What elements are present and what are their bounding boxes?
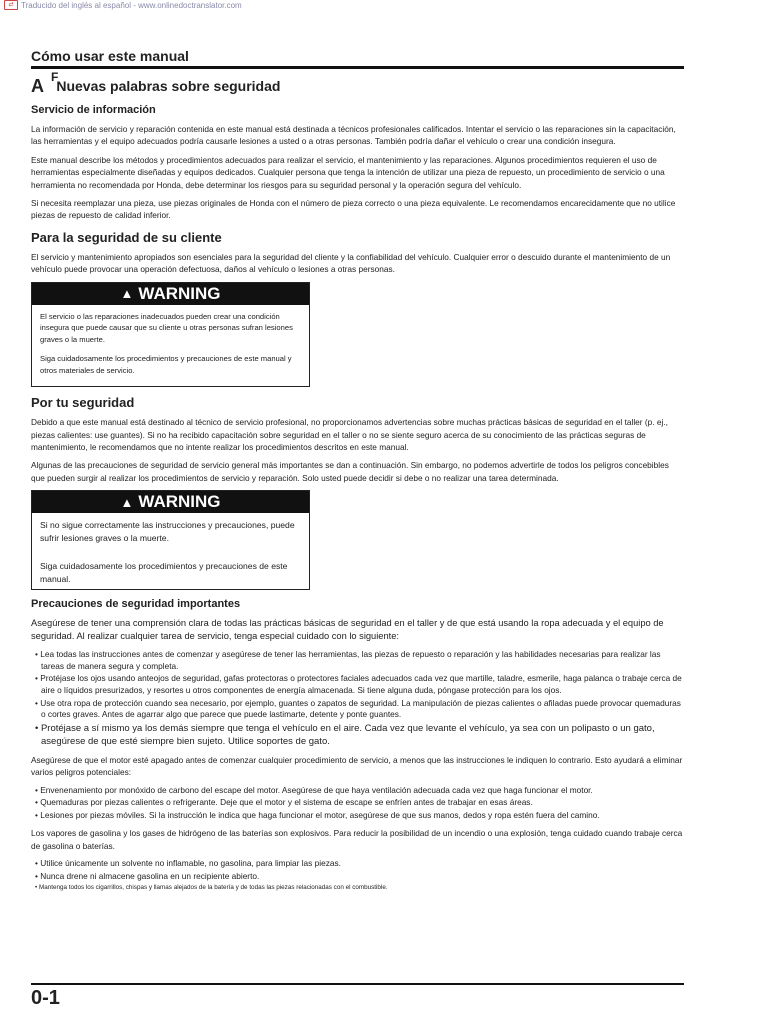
warning-text-1: El servicio o las reparaciones inadecuados pueden crear una condición insegura que puede causar que su cliente u otras personas sufran lesiones graves o la muerte. [40, 311, 293, 344]
section-title: Nuevas palabras sobre seguridad [56, 78, 281, 94]
service-info-paragraph-2: Este manual describe los métodos y procedimientos adecuados para realizar el servicio, el mantenimiento y las reparaciones. Algunos procedimientos requieren el uso de herramientas especialmente diseñadas y equipos dedicados. Cualquier persona que tenga la intención de utilizar una pieza de repuesto, un procedimiento de servicio o una herramienta no recomendada por Honda, debe determinar los riesgos para su seguridad personal y la operación segura del vehículo. [31, 154, 665, 190]
hazards-list [31, 785, 684, 822]
warning-body [32, 513, 309, 589]
section-header [31, 72, 684, 96]
warning-box-1 [31, 282, 310, 388]
your-safety-paragraph-1: Debido a que este manual está destinado al técnico de servicio profesional, no proporcionamos advertencias sobre muchas prácticas básicas de seguridad en el taller (p. ej., piezas calientes: use guantes). Si no ha recibido capacitación sobre seguridad en el taller o no se siente seguro acerca de su conocimiento de las prácticas seguras de mantenimiento, le recomendamos que no intente realizar los procedimientos descritos en este manual. [31, 417, 668, 452]
list-item: • Protéjase a sí mismo ya los demás siempre que tenga el vehículo en el aire. Cada vez que levante el vehículo, ya sea con un polipasto o un gato, asegúrese de que esté siempre bien sujeto. Utilice soportes de gato. [35, 722, 655, 747]
warning-label: WARNING [138, 492, 221, 512]
service-info-heading: Servicio de información [31, 104, 156, 116]
warning-text-1: Si no sigue correctamente las instrucciones y precauciones, puede sufrir lesiones graves o la muerte. [40, 520, 295, 543]
manual-page [31, 48, 684, 898]
warning-text-2: Siga cuidadosamente los procedimientos y precauciones de este manual. [40, 561, 288, 584]
list-item: • Mantenga todos los cigarrillos, chispas y llamas alejados de la batería y de todas las piezas relacionadas con el combustible. [35, 884, 388, 892]
your-safety-paragraph-2: Algunas de las precauciones de seguridad de servicio general más importantes se dan a continuación. Sin embargo, no podemos advertirle de todos los peligros concebibles que pueden surgir al realizar los procedimientos de servicio y reparación. Solo usted puede decidir si debe o no realizar una tarea determinada. [31, 460, 669, 483]
warning-box-2 [31, 490, 310, 590]
warning-triangle-icon: ▲ [120, 286, 134, 302]
section-letter-a: A [31, 76, 44, 96]
fuel-list [31, 858, 684, 892]
warning-header [32, 283, 309, 305]
precautions-intro: Asegúrese de tener una comprensión clara de todas las prácticas básicas de seguridad en el taller y de que está usando la ropa adecuada y el equipo de seguridad. Al realizar cualquier tarea de servicio, tenga especial cuidado con lo siguiente: [31, 618, 664, 642]
page-number: 0-1 [31, 987, 60, 1009]
warning-header [32, 491, 309, 513]
warning-triangle-icon: ▲ [120, 494, 134, 510]
footer-rule [31, 983, 684, 985]
customer-safety-paragraph: El servicio y mantenimiento apropiados son esenciales para la seguridad del cliente y la confiabilidad del vehículo. Cualquier error o descuido durante el mantenimiento de un vehículo puede provocar una operación defectuosa, daños al vehículo o lesiones a otras personas. [31, 251, 671, 275]
service-info-paragraph-1: La información de servicio y reparación contenida en este manual está destinada a técnicos profesionales calificados. Intentar el servicio o las reparaciones sin la capacitación, las herramientas y el equipo adecuados podría causarle lesiones a usted o a otras personas. También podría dañar el vehículo o crear una condición insegura. [31, 124, 676, 147]
title-rule [31, 66, 684, 69]
precautions-list [31, 649, 684, 748]
page-title: Cómo usar este manual [31, 48, 189, 64]
engine-off-paragraph: Asegúrese de que el motor esté apagado antes de comenzar cualquier procedimiento de servicio, a menos que las instrucciones le indiquen lo contrario. Esto ayudará a eliminar varios peligros potenciales: [31, 754, 683, 778]
list-item: • Quemaduras por piezas calientes o refrigerante. Deje que el motor y el sistema de escape se enfríen antes de trabajar en esas áreas. [35, 797, 533, 808]
warning-label: WARNING [138, 283, 221, 303]
service-info-paragraph-3: Si necesita reemplazar una pieza, use piezas originales de Honda con el número de pieza correcto o una pieza equivalente. Le recomendamos encarecidamente que no utilice piezas de repuesto de calidad inferior. [31, 198, 676, 221]
list-item: • Protéjase los ojos usando anteojos de seguridad, gafas protectoras o protectores faciales adecuados cada vez que martille, taladre, esmerile, haga palanca o trabaje cerca de aire o líquidos presurizados, y resortes u otros componentes de energía almacenada. Si tiene alguna duda, póngase protección para los ojos. [35, 673, 682, 695]
translator-notice-link[interactable]: Traducido del inglés al español - www.onlinedoctranslator.com [21, 0, 242, 10]
list-item: • Envenenamiento por monóxido de carbono del escape del motor. Asegúrese de que haya ventilación adecuada cada vez que haga funcionar el motor. [35, 784, 593, 795]
list-item: • Lea todas las instrucciones antes de comenzar y asegúrese de tener las herramientas, las piezas de repuesto o reparación y las habilidades necesarias para realizar las tareas de manera segura y completa. [35, 649, 661, 671]
list-item: • Nunca drene ni almacene gasolina en un recipiente abierto. [35, 870, 260, 881]
list-item: • Use otra ropa de protección cuando sea necesario, por ejemplo, guantes o zapatos de seguridad. La manipulación de piezas calientes o afiladas puede provocar quemaduras o cortes graves. Antes de agarrar algo que parece que puede lastimarte, detente y ponte guantes. [35, 697, 681, 720]
list-item: • Utilice únicamente un solvente no inflamable, no gasolina, para limpiar las piezas. [35, 858, 341, 869]
your-safety-heading: Por tu seguridad [31, 395, 135, 411]
list-item: • Lesiones por piezas móviles. Si la instrucción le indica que haga funcionar el motor, asegúrese de que sus manos, dedos y ropa estén fuera del camino. [35, 809, 600, 820]
translate-icon: ⇄ [4, 0, 18, 10]
warning-text-2: Siga cuidadosamente los procedimientos y precauciones de este manual y otros materiales de servicio. [40, 354, 292, 375]
customer-safety-heading: Para la seguridad de su cliente [31, 229, 222, 245]
vapors-paragraph: Los vapores de gasolina y los gases de hidrógeno de las baterías son explosivos. Para reducir la posibilidad de un incendio o una explosión, tenga cuidado cuando trabaje cerca de gasolina o baterías. [31, 828, 683, 851]
translator-banner [0, 0, 242, 10]
section-letter-f: F [51, 70, 59, 84]
warning-body [32, 305, 309, 387]
precautions-heading: Precauciones de seguridad importantes [31, 598, 241, 611]
